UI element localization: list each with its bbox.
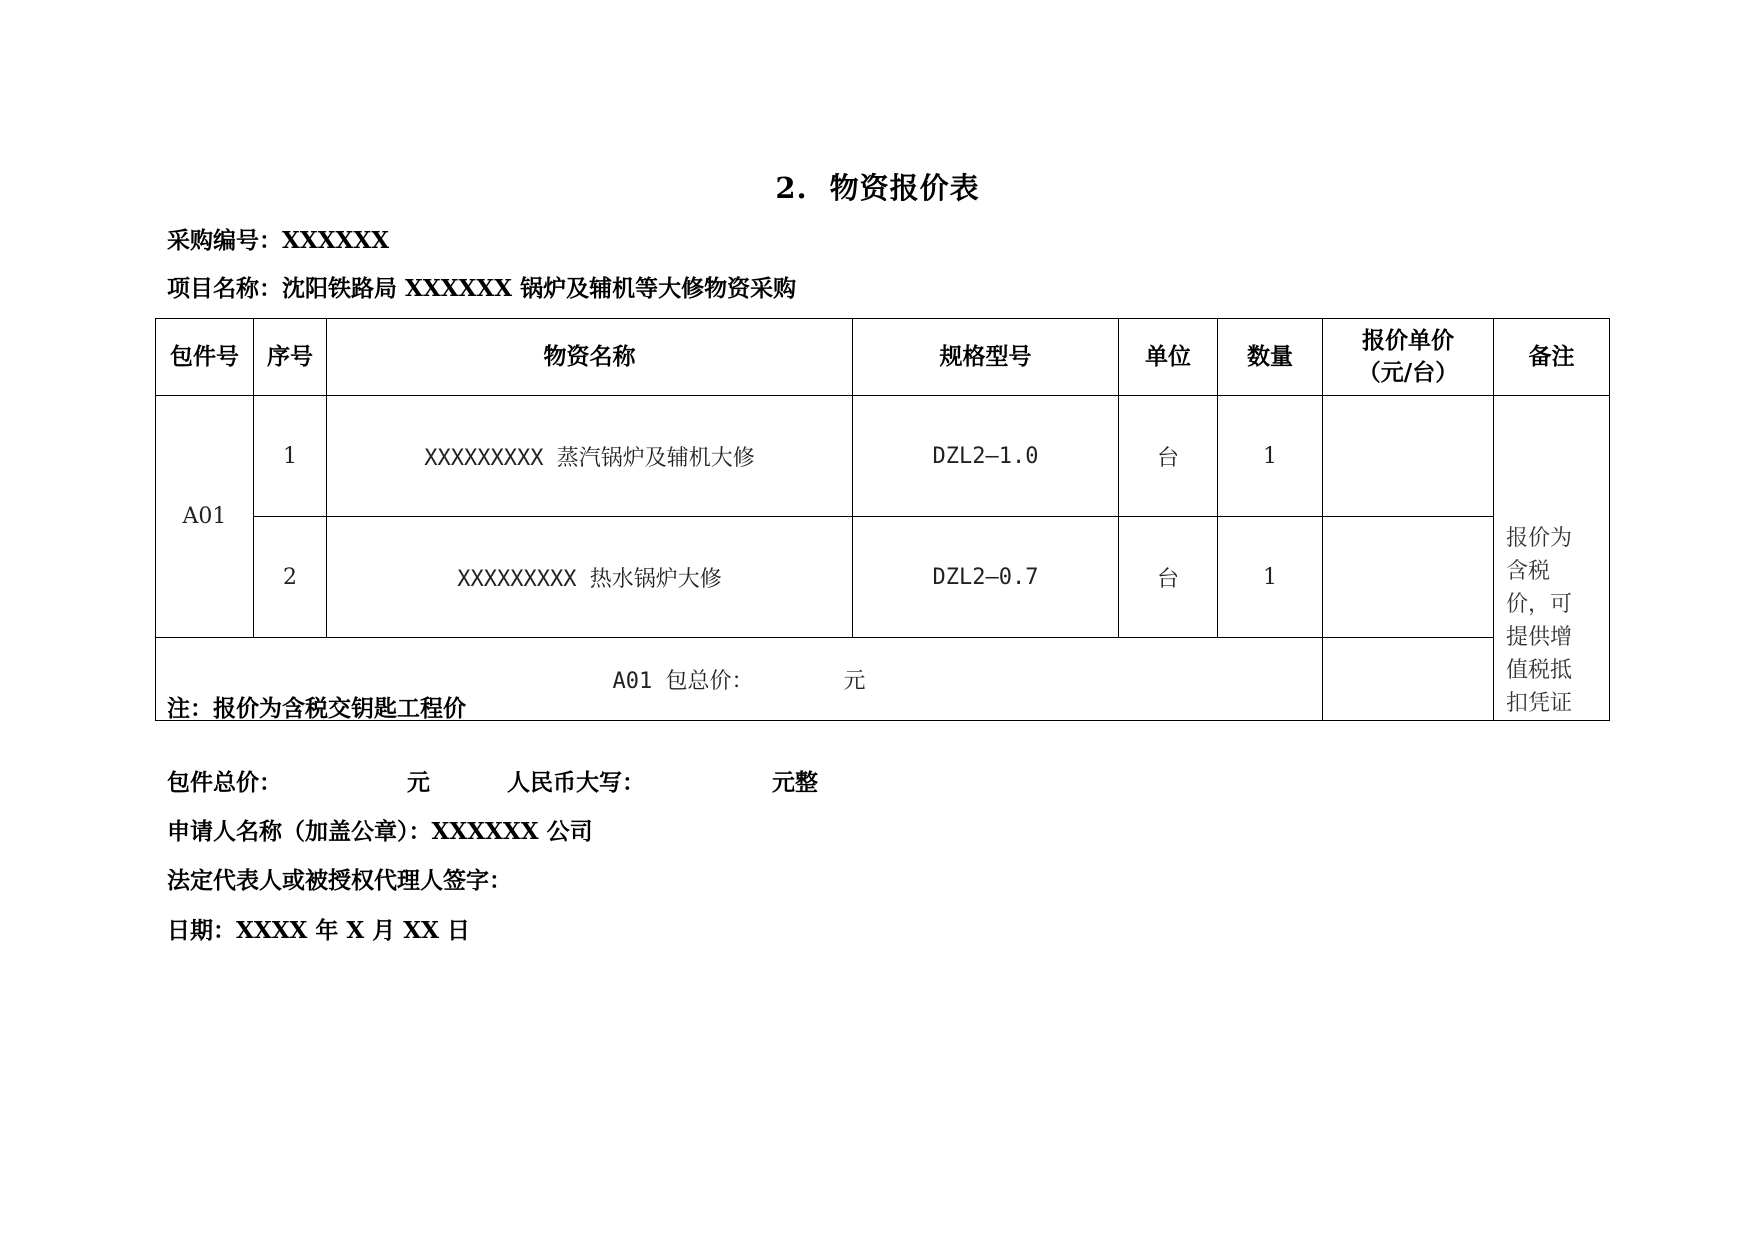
signature-line: 法定代表人或被授权代理人签字： [167, 867, 512, 894]
total-unit: 元 [843, 668, 866, 694]
name-cell: XXXXXXXXX 热水锅炉大修 [327, 517, 853, 638]
package-id-cell: A01 [156, 396, 254, 638]
purchase-number-label: 采购编号： [167, 227, 282, 254]
package-total-yuan: 元 [407, 769, 430, 796]
date-line: 日期：XXXX 年 X 月 XX 日 [167, 917, 470, 944]
title-text: 物资报价表 [829, 171, 980, 205]
remark-text: 报价为含税价，可提供增值税抵扣凭证 [1506, 526, 1573, 716]
price-cell [1323, 517, 1494, 638]
header-remark: 备注 [1494, 319, 1610, 396]
table-row [156, 517, 1610, 638]
total-label: A01 包总价： [612, 668, 754, 694]
spec-cell: DZL2—1.0 [853, 396, 1119, 517]
unit-cell: 台 [1119, 517, 1218, 638]
applicant-line: 申请人名称（加盖公章）：XXXXXX 公司 [167, 818, 593, 845]
name-cell: XXXXXXXXX 蒸汽锅炉及辅机大修 [327, 396, 853, 517]
quotation-table [155, 318, 1610, 721]
note-text: 注：报价为含税交钥匙工程价 [167, 695, 466, 722]
project-name-label: 项目名称： [167, 275, 282, 302]
unit-cell: 台 [1119, 396, 1218, 517]
price-cell [1323, 396, 1494, 517]
package-total-label: 包件总价： [167, 769, 282, 796]
header-price-line1: 报价单价 [1362, 327, 1454, 354]
purchase-number-value: XXXXXX [282, 227, 390, 254]
seq-cell: 1 [254, 396, 327, 517]
header-unit: 单位 [1119, 319, 1218, 396]
header-price [1323, 319, 1494, 396]
table-header-row [156, 319, 1610, 396]
project-name-line [167, 270, 796, 303]
header-spec: 规格型号 [853, 319, 1119, 396]
title-number: 2. [775, 171, 808, 205]
rmb-yuan-whole: 元整 [772, 769, 818, 796]
package-total-line [167, 764, 818, 797]
remark-cell [1494, 396, 1610, 721]
header-price-line2: （元/台） [1357, 359, 1459, 386]
header-package: 包件号 [156, 319, 254, 396]
header-name: 物资名称 [327, 319, 853, 396]
qty-cell: 1 [1218, 396, 1323, 517]
purchase-number-line [167, 222, 389, 255]
project-name-value: 沈阳铁路局 XXXXXX 锅炉及辅机等大修物资采购 [282, 275, 797, 302]
header-seq: 序号 [254, 319, 327, 396]
page-title [0, 166, 1755, 207]
rmb-label: 人民币大写： [507, 769, 645, 796]
spec-cell: DZL2—0.7 [853, 517, 1119, 638]
total-value-cell [1323, 638, 1494, 721]
header-qty: 数量 [1218, 319, 1323, 396]
seq-cell: 2 [254, 517, 327, 638]
table-row [156, 396, 1610, 517]
qty-cell: 1 [1218, 517, 1323, 638]
